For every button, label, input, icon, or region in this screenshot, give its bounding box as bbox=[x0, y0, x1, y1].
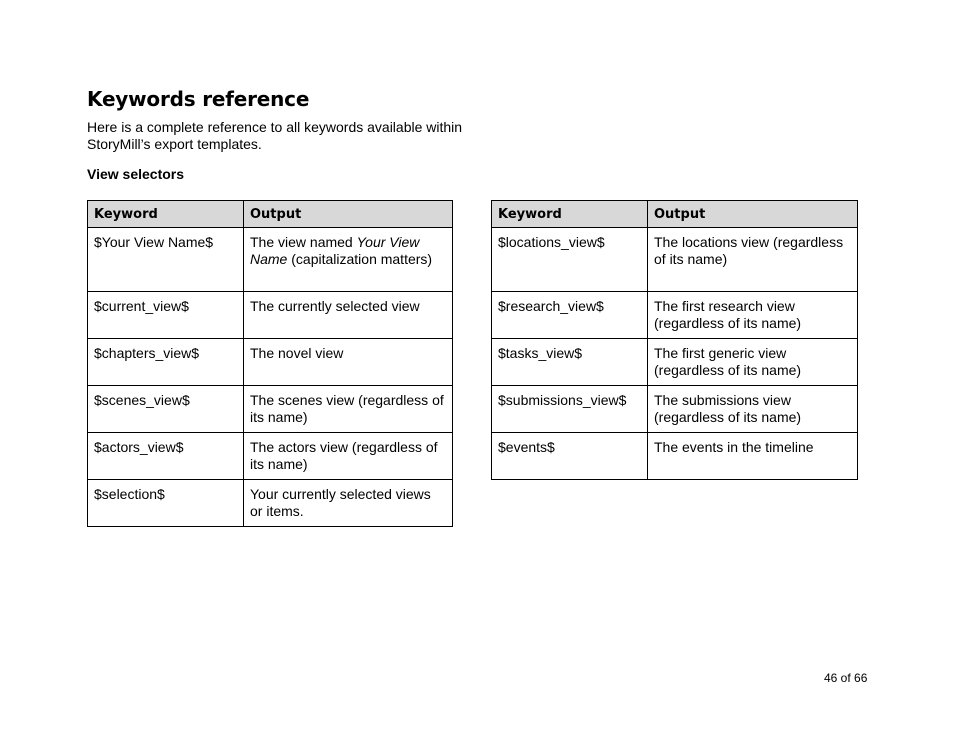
output-cell: The novel view bbox=[244, 339, 453, 386]
keyword-cell: $locations_view$ bbox=[492, 228, 648, 292]
table-row bbox=[492, 433, 858, 480]
keyword-cell: $selection$ bbox=[88, 480, 244, 527]
table-row bbox=[88, 228, 453, 292]
table-row bbox=[88, 433, 453, 480]
column-header-output: Output bbox=[648, 201, 858, 228]
table-header-row bbox=[88, 201, 453, 228]
keyword-cell: $tasks_view$ bbox=[492, 339, 648, 386]
table-header-row bbox=[492, 201, 858, 228]
output-text: The view named bbox=[250, 234, 357, 250]
table-row bbox=[492, 339, 858, 386]
output-cell: The scenes view (regardless of its name) bbox=[244, 386, 453, 433]
keywords-table-right bbox=[491, 200, 858, 480]
keyword-cell: $Your View Name$ bbox=[88, 228, 244, 292]
keyword-cell: $research_view$ bbox=[492, 292, 648, 339]
output-cell: The first generic view (regardless of its name) bbox=[648, 339, 858, 386]
keyword-cell: $current_view$ bbox=[88, 292, 244, 339]
keywords-table-left bbox=[87, 200, 453, 527]
table-row bbox=[492, 386, 858, 433]
keyword-cell: $chapters_view$ bbox=[88, 339, 244, 386]
output-cell: The actors view (regardless of its name) bbox=[244, 433, 453, 480]
table-row bbox=[88, 339, 453, 386]
section-heading: View selectors bbox=[87, 166, 185, 182]
column-header-output: Output bbox=[244, 201, 453, 228]
keyword-cell: $submissions_view$ bbox=[492, 386, 648, 433]
table-row bbox=[492, 228, 858, 292]
keyword-cell: $events$ bbox=[492, 433, 648, 480]
intro-text: Here is a complete reference to all keywords available within StoryMill’s export templates. bbox=[87, 119, 463, 152]
table-row bbox=[492, 292, 858, 339]
output-cell: The first research view (regardless of its name) bbox=[648, 292, 858, 339]
output-cell: The currently selected view bbox=[244, 292, 453, 339]
output-cell bbox=[244, 228, 453, 292]
keyword-cell: $actors_view$ bbox=[88, 433, 244, 480]
table-row bbox=[88, 386, 453, 433]
column-header-keyword: Keyword bbox=[88, 201, 244, 228]
column-header-keyword: Keyword bbox=[492, 201, 648, 228]
output-cell: The submissions view (regardless of its name) bbox=[648, 386, 858, 433]
table-row bbox=[88, 292, 453, 339]
keyword-cell: $scenes_view$ bbox=[88, 386, 244, 433]
output-text: (capitalization matters) bbox=[287, 251, 433, 267]
output-cell: Your currently selected views or items. bbox=[244, 480, 453, 527]
page-number: 46 of 66 bbox=[824, 671, 868, 685]
page-title: Keywords reference bbox=[87, 87, 310, 111]
table-row bbox=[88, 480, 453, 527]
output-cell: The events in the timeline bbox=[648, 433, 858, 480]
output-emphasis: Your View Name bbox=[250, 234, 420, 267]
output-cell: The locations view (regardless of its name) bbox=[648, 228, 858, 292]
